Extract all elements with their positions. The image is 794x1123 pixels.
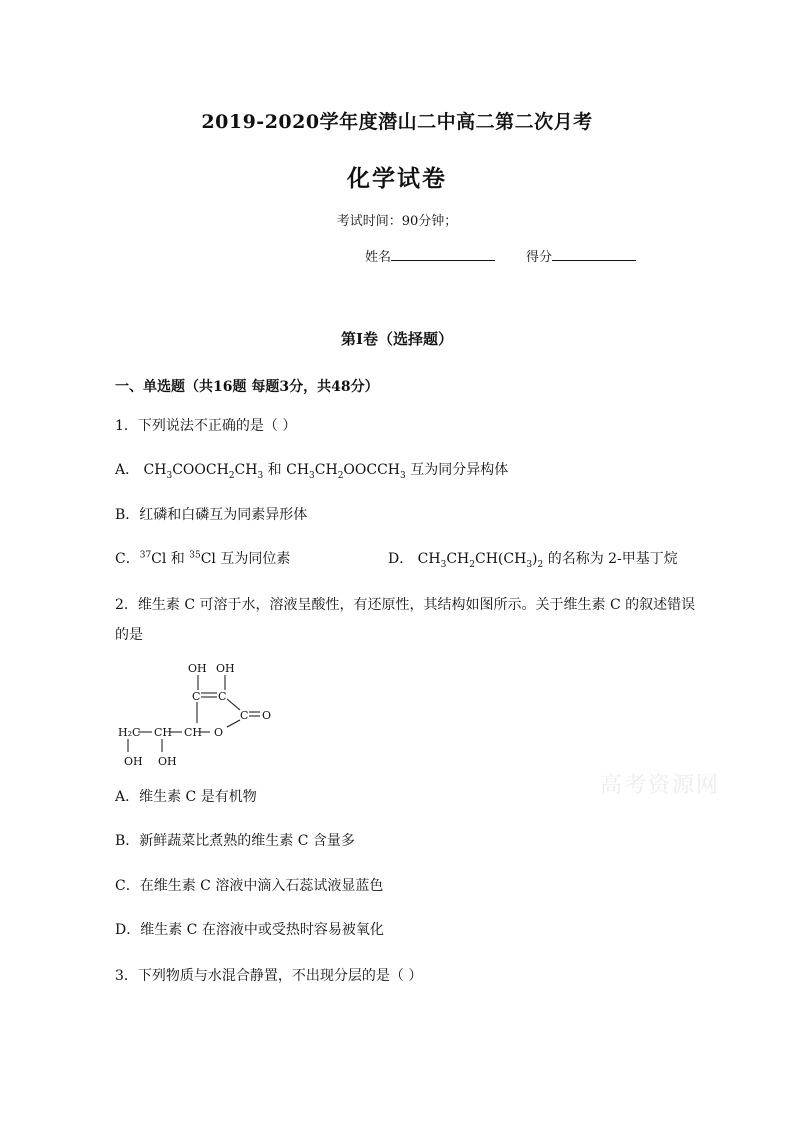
structure-oh-3: OH <box>124 755 143 768</box>
question-1-option-b[interactable]: B．红磷和白磷互为同素异形体 <box>115 507 308 523</box>
name-label: 姓名 <box>365 250 392 265</box>
option-d-tail: 的名称为 2-甲基丁烷 <box>547 551 678 567</box>
question-2-option-a[interactable]: A．维生素 C 是有机物 <box>115 789 257 805</box>
option-c-prefix: C． <box>115 551 140 567</box>
exam-time: 考试时间：90分钟； <box>336 214 458 229</box>
structure-c-2: C <box>218 690 227 703</box>
structure-c-3: C <box>240 709 249 722</box>
question-1-stem: 1．下列说法不正确的是（ ） <box>115 418 297 434</box>
question-2-stem-line1: 2．维生素 C 可溶于水，溶液呈酸性，有还原性，其结构如图所示。关于维生素 C 的叙述错误 <box>115 597 696 613</box>
name-field[interactable] <box>365 246 495 265</box>
exam-title: 2019-2020学年度潜山二中高二第二次月考 <box>201 111 593 133</box>
structure-h2c: H₂C <box>118 726 141 739</box>
score-label: 得分 <box>526 250 553 265</box>
structure-oh-4: OH <box>158 755 177 768</box>
part-title: 第I卷（选择题） <box>340 330 454 348</box>
watermark: 高考资源网 <box>600 773 721 798</box>
question-1-option-a[interactable]: A． $CH_3COOCH_2CH_3$ 和 $CH_3CH_2OOCCH_3$ 互为同分异构体 <box>115 462 509 481</box>
option-a-tail: 互为同分异构体 <box>410 462 509 478</box>
question-3-stem: 3．下列物质与水混合静置，不出现分层的是（ ） <box>115 968 423 984</box>
option-d-prefix: D． CH <box>388 551 441 567</box>
section-heading: 一、单选题（共16题 每题3分，共48分） <box>115 379 379 395</box>
option-c-tail: Cl 互为同位素 <box>200 551 291 567</box>
question-2-stem-line2: 的是 <box>115 627 143 643</box>
structure-ch-2: CH <box>184 726 203 739</box>
vitamin-c-structure <box>112 655 292 773</box>
name-blank[interactable] <box>391 246 495 261</box>
option-a-prefix: A． CH <box>115 462 167 478</box>
score-blank[interactable] <box>552 246 636 261</box>
question-2-option-b[interactable]: B．新鲜蔬菜比煮熟的维生素 C 含量多 <box>115 833 355 849</box>
exam-subtitle: 化学试卷 <box>347 165 447 192</box>
bond-c3-o <box>227 720 240 727</box>
structure-o-ring: O <box>214 726 224 739</box>
structure-oh-1: OH <box>188 662 207 675</box>
question-1-option-d[interactable]: D． $CH_3CH_2CH(CH_3)_2$ 的名称为 2-甲基丁烷 <box>388 551 678 570</box>
structure-ch-1: CH <box>154 726 173 739</box>
question-2-option-c[interactable]: C．在维生素 C 溶液中滴入石蕊试液显蓝色 <box>115 878 384 894</box>
question-1-option-c[interactable]: C．$^{37}$Cl 和 $^{35}$Cl 互为同位素 <box>115 550 291 567</box>
bond-c2-c3 <box>227 699 240 710</box>
question-2-option-d[interactable]: D．维生素 C 在溶液中或受热时容易被氧化 <box>115 922 384 938</box>
score-field[interactable] <box>526 246 636 265</box>
structure-oh-2: OH <box>216 662 235 675</box>
structure-c-1: C <box>192 690 201 703</box>
structure-o-carbonyl: O <box>262 709 272 722</box>
option-c-mid: Cl 和 <box>151 551 185 567</box>
